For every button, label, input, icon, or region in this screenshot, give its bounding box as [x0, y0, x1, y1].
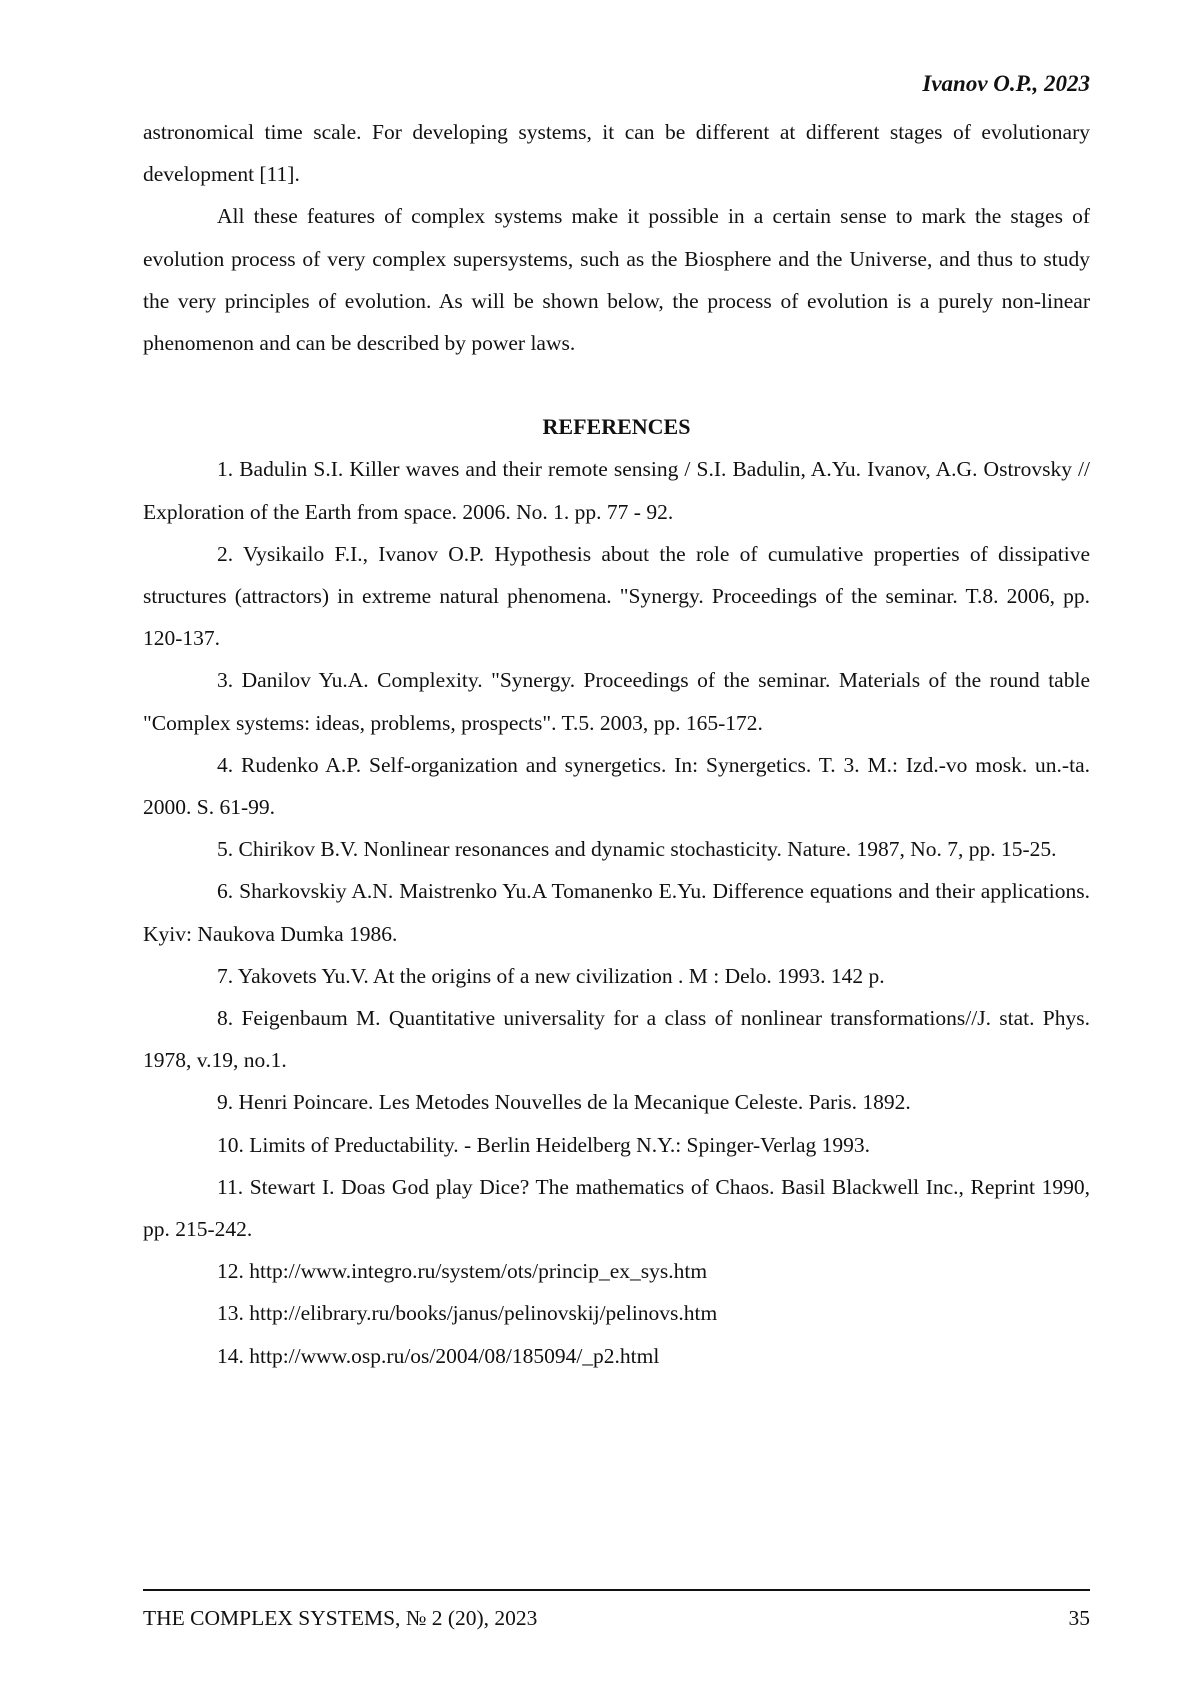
main-content [143, 111, 1090, 1377]
reference-item: 10. Limits of Preductability. - Berlin Heidelberg N.Y.: Spinger-Verlag 1993. [217, 1132, 871, 1157]
reference-link[interactable]: 14. http://www.osp.ru/os/2004/08/185094/_p2.html [217, 1343, 660, 1368]
reference-item: 8. Feigenbaum M. Quantitative universality for a class of nonlinear transformations//J. stat. Phys. 1978, v.19, no.1. [143, 1006, 1090, 1073]
body-paragraph: astronomical time scale. For developing systems, it can be different at different stages of evolutionary development [11]. [143, 120, 1090, 187]
reference-item: 3. Danilov Yu.A. Complexity. "Synergy. Proceedings of the seminar. Materials of the round table "Complex systems: ideas, problems, prospects". T.5. 2003, pp. 165-172. [143, 668, 1090, 735]
reference-item: 1. Badulin S.I. Killer waves and their remote sensing / S.I. Badulin, A.Yu. Ivanov, A.G. Ostrovsky // Exploration of the Earth from space. 2006. No. 1. pp. 77 - 92. [143, 457, 1090, 524]
reference-link[interactable]: 12. http://www.integro.ru/system/ots/princip_ex_sys.htm [217, 1259, 708, 1284]
reference-item: 6. Sharkovskiy A.N. Maistrenko Yu.A Tomanenko E.Yu. Difference equations and their applications. Kyiv: Naukova Dumka 1986. [143, 879, 1090, 946]
reference-item: 2. Vysikailo F.I., Ivanov O.P. Hypothesis about the role of cumulative properties of dissipative structures (attractors) in extreme natural phenomena. "Synergy. Proceedings of the seminar. T.8. 2006, pp. 120-137. [143, 541, 1090, 651]
reference-item: 7. Yakovets Yu.V. At the origins of a new civilization . M : Delo. 1993. 142 p. [217, 963, 885, 988]
running-header: Ivanov O.P., 2023 [922, 71, 1090, 96]
section-spacer [143, 364, 1090, 406]
page-number: 35 [1068, 1606, 1090, 1630]
journal-citation: THE COMPLEX SYSTEMS, № 2 (20), 2023 [143, 1606, 538, 1630]
body-paragraph: All these features of complex systems make it possible in a certain sense to mark the stages of evolution process of very complex supersystems, such as the Biosphere and the Universe, and thus to study the very principles of evolution. As will be shown below, the process of evolution is a purely non-linear phenomenon and can be described by power laws. [143, 204, 1090, 356]
reference-item: 5. Chirikov B.V. Nonlinear resonances and dynamic stochasticity. Nature. 1987, No. 7, pp. 15-25. [217, 837, 1057, 862]
references-list [143, 448, 1090, 1376]
reference-link[interactable]: 13. http://elibrary.ru/books/janus/pelinovskij/pelinovs.htm [217, 1301, 718, 1326]
references-heading: REFERENCES [542, 414, 691, 440]
reference-item: 4. Rudenko A.P. Self-organization and synergetics. In: Synergetics. T. 3. M.: Izd.-vo mosk. un.-ta. 2000. S. 61-99. [143, 752, 1090, 820]
reference-item: 11. Stewart I. Doas God play Dice? The mathematics of Chaos. Basil Blackwell Inc., Reprint 1990, pp. 215-242. [143, 1174, 1090, 1242]
reference-item: 9. Henri Poincare. Les Metodes Nouvelles de la Mecanique Celeste. Paris. 1892. [217, 1090, 911, 1115]
footer-divider [143, 1589, 1090, 1591]
